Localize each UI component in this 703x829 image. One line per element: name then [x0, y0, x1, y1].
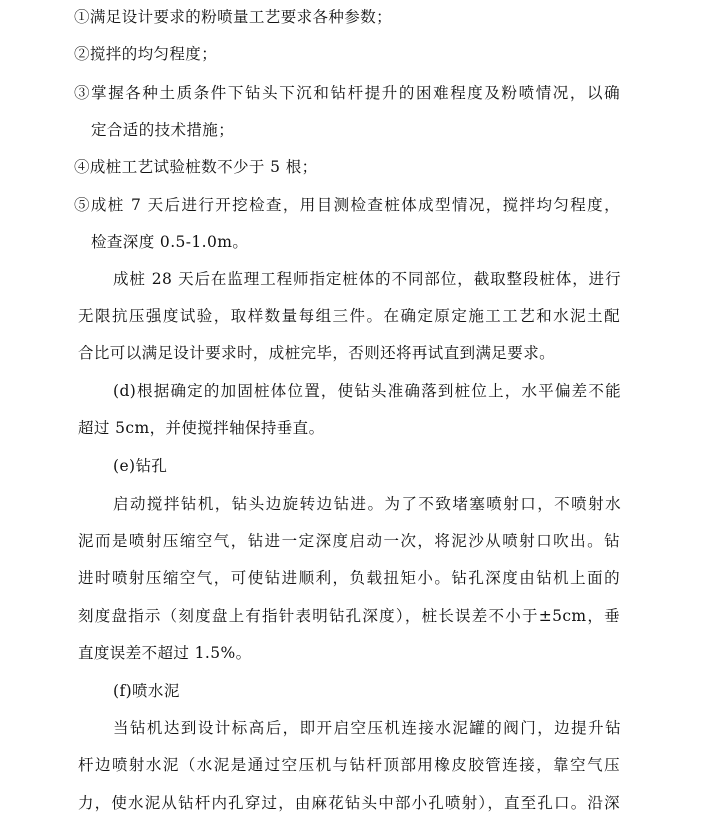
- paragraph-line: 直度误差不超过 1.5%。: [78, 644, 252, 662]
- paragraph-line: 成桩 28 天后在监理工程师指定桩体的不同部位，截取整段桩体，进行: [113, 270, 621, 288]
- list-item-4: ④成桩工艺试验桩数不少于 5 根；: [74, 158, 318, 176]
- paragraph-line: 力，使水泥从钻杆内孔穿过，由麻花钻头中部小孔喷射），直至孔口。沿深: [78, 794, 620, 812]
- paragraph-line: 无限抗压强度试验，取样数量每组三件。在确定原定施工工艺和水泥土配: [78, 307, 620, 325]
- list-item-2: ②搅拌的均匀程度；: [74, 45, 218, 63]
- paragraph-line: 进时喷射压缩空气，可使钻进顺利，负载扭矩小。钻孔深度由钻机上面的: [78, 569, 620, 587]
- paragraph-line: 泥而是喷射压缩空气，钻进一定深度启动一次，将泥沙从喷射口吹出。钻: [78, 532, 620, 550]
- section-heading-drilling: (e)钻孔: [113, 457, 168, 475]
- paragraph-line: 合比可以满足设计要求时，成桩完毕，否则还将再试直到满足要求。: [78, 344, 556, 362]
- paragraph-line: 启动搅拌钻机，钻头边旋转边钻进。为了不致堵塞喷射口，不喷射水: [113, 495, 621, 513]
- paragraph-line: 当钻机达到设计标高后，即开启空压机连接水泥罐的阀门，边提升钻: [113, 719, 621, 737]
- section-heading-cement-spray: (f)喷水泥: [113, 682, 180, 700]
- list-item-3-continuation: 定合适的技术措施；: [91, 121, 235, 139]
- paragraph-line: 超过 5cm，并使搅拌轴保持垂直。: [78, 419, 325, 437]
- list-item-5: ⑤成桩 7 天后进行开挖检查，用目测检查桩体成型情况，搅拌均匀程度，: [74, 196, 620, 214]
- list-item-1: ①满足设计要求的粉喷量工艺要求各种参数；: [74, 8, 393, 26]
- paragraph-line: 刻度盘指示（刻度盘上有指针表明钻孔深度），桩长误差不小于±5cm，垂: [78, 607, 620, 625]
- paragraph-line: 杆边喷射水泥（水泥是通过空压机与钻杆顶部用橡皮胶管连接，靠空气压: [78, 756, 620, 774]
- list-item-3: ③掌握各种土质条件下钻头下沉和钻杆提升的困难程度及粉喷情况，以确: [74, 84, 620, 102]
- list-item-5-continuation: 检查深度 0.5-1.0m。: [91, 233, 249, 251]
- paragraph-line: (d)根据确定的加固桩体位置，使钻头准确落到桩位上，水平偏差不能: [113, 382, 621, 400]
